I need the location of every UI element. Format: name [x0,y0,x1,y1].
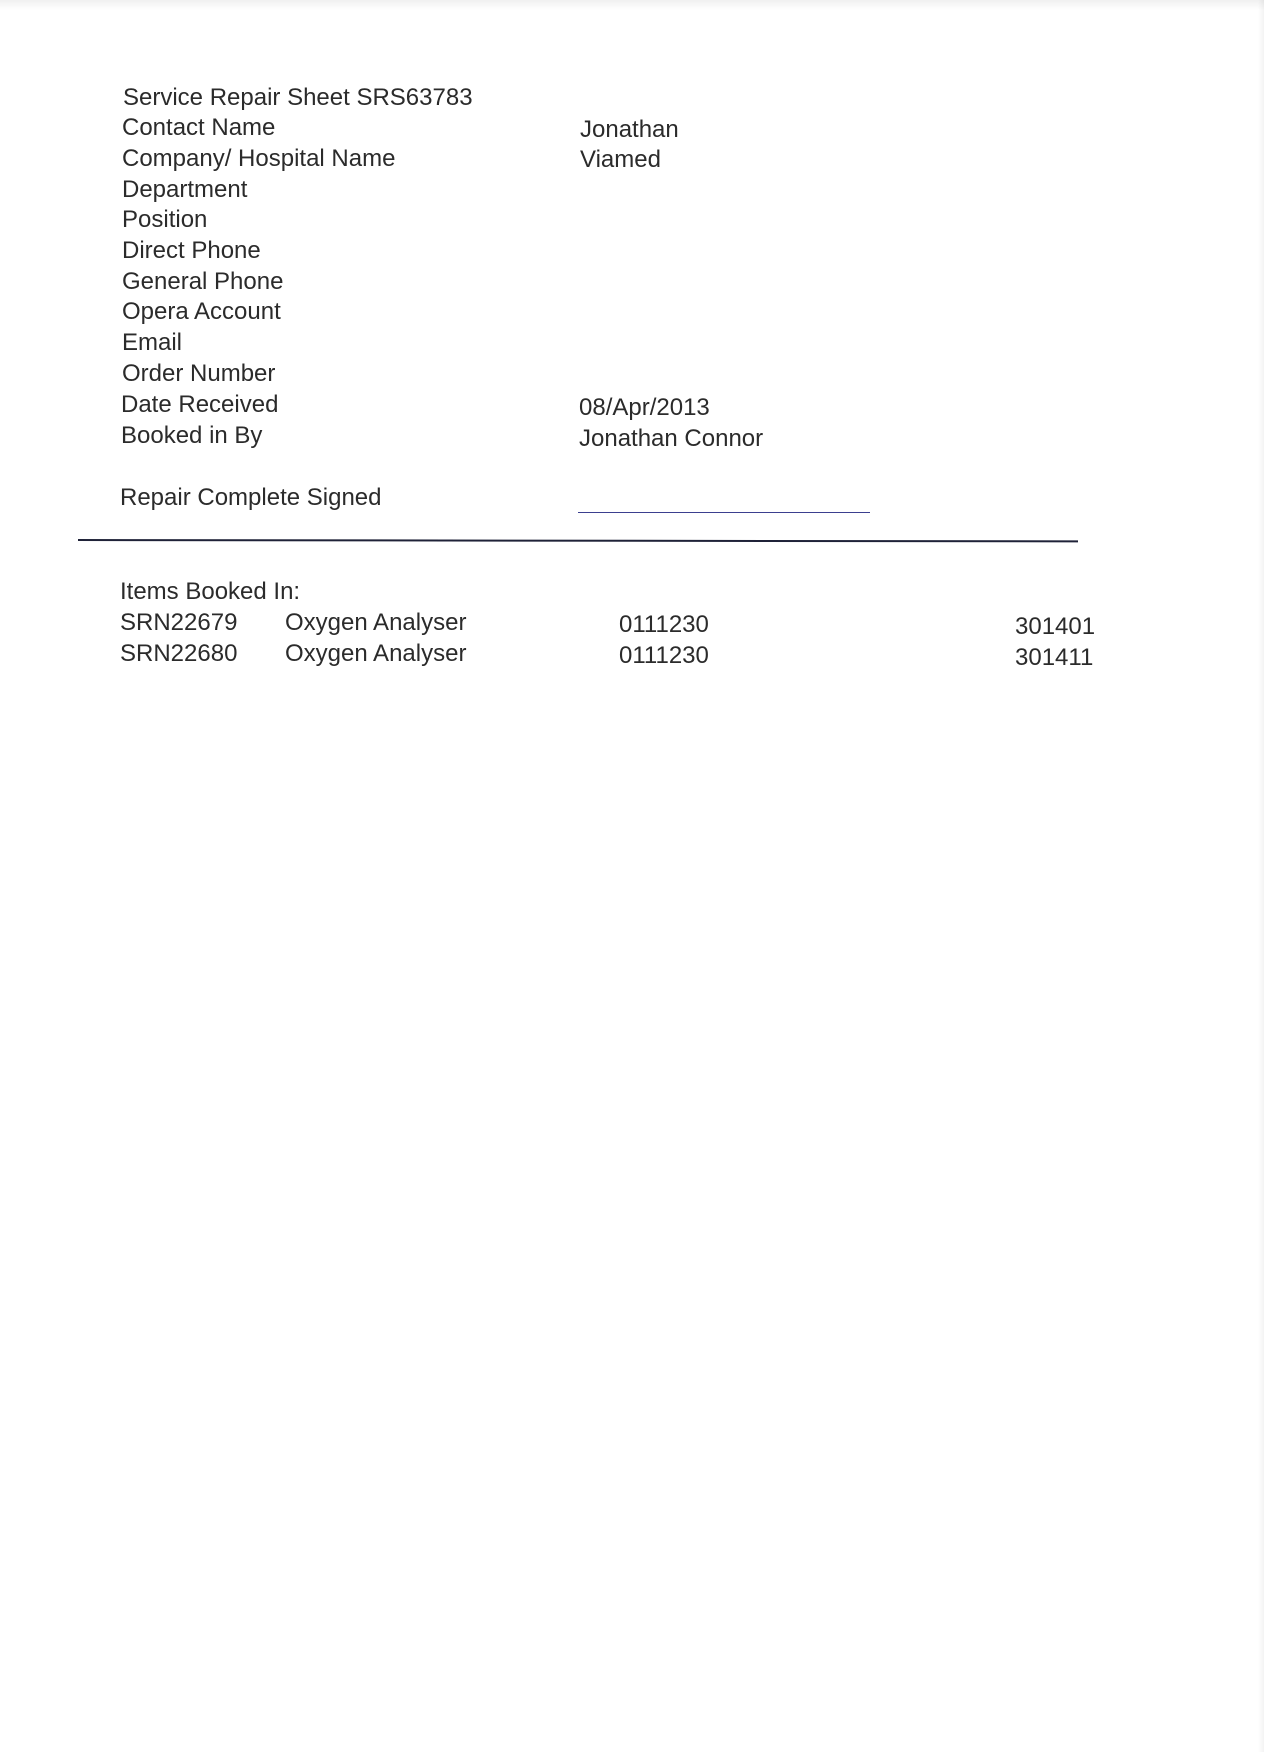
company-hospital-name-label: Company/ Hospital Name [122,145,396,172]
position-label: Position [122,206,208,233]
contact-name-value: Jonathan [580,116,679,143]
item-description-cell: Oxygen Analyser [285,640,467,667]
item-serial-cell: 301411 [1015,644,1094,671]
sheet-title: Service Repair Sheet SRS63783 [123,84,473,111]
booked-in-by-label: Booked in By [121,422,263,449]
repair-complete-signed-label: Repair Complete Signed [120,484,382,511]
general-phone-label: General Phone [122,268,284,295]
date-received-value: 08/Apr/2013 [579,394,710,421]
opera-account-label: Opera Account [122,298,281,325]
item-description-cell: Oxygen Analyser [285,609,467,636]
items-booked-in-heading: Items Booked In: [120,578,301,605]
direct-phone-label: Direct Phone [122,237,261,264]
company-hospital-name-value: Viamed [580,146,661,173]
contact-name-label: Contact Name [122,114,276,141]
item-code-cell: 0111230 [619,611,709,638]
date-received-label: Date Received [121,391,279,418]
section-divider [78,539,1078,542]
booked-in-by-value: Jonathan Connor [579,425,764,452]
email-label: Email [122,329,183,356]
signature-line [578,512,870,513]
item-serial-cell: 301401 [1015,613,1096,640]
item-code-cell: 0111230 [619,642,709,669]
item-srn-cell: SRN22680 [120,640,238,667]
item-srn-cell: SRN22679 [120,609,238,636]
order-number-label: Order Number [122,360,276,387]
department-label: Department [122,176,248,203]
